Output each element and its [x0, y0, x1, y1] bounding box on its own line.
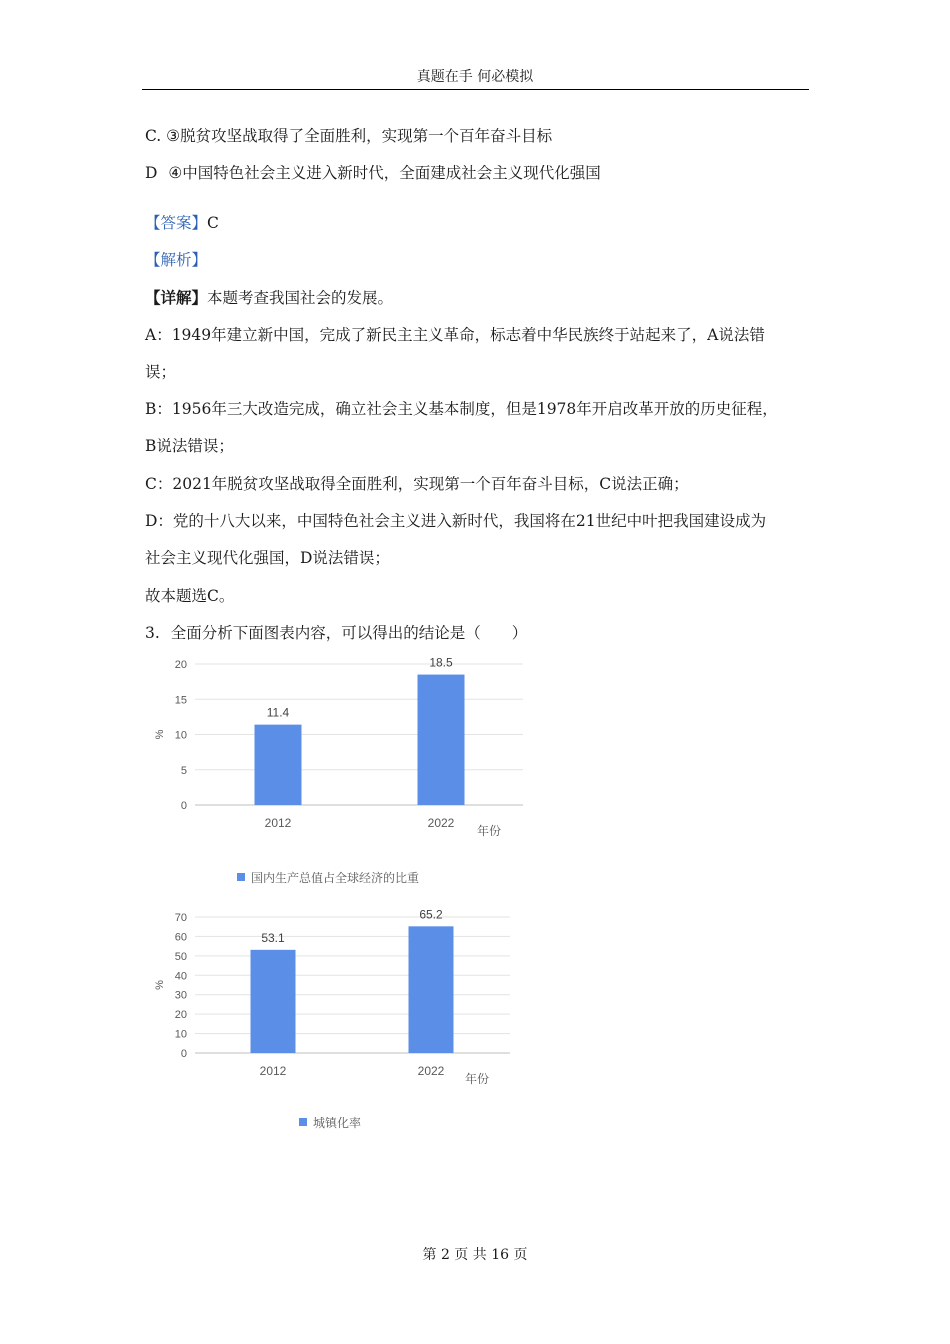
x-tick-label: 2022 — [427, 816, 455, 830]
y-tick-label: 0 — [180, 1048, 187, 1060]
y-tick-label: 20 — [174, 1009, 187, 1022]
option-c — [145, 124, 552, 146]
option-d — [145, 161, 601, 183]
explanation-line: 故本题选C。 — [145, 587, 235, 605]
gdp-share-chart — [150, 650, 550, 895]
explanation-line: A：1949年建立新中国，完成了新民主主义革命，标志着中华民族终于站起来了，A说法错 — [145, 326, 765, 344]
header-rule — [142, 89, 809, 90]
legend-label: 国内生产总值占全球经济的比重 — [251, 871, 420, 885]
y-axis-label: % — [154, 729, 166, 740]
data-label-2012: 53.1 — [261, 930, 285, 945]
y-tick-label: 10 — [174, 729, 187, 742]
y-tick-label: 70 — [174, 912, 187, 924]
option-d-label: D — [145, 164, 158, 182]
x-axis-label: 年份 — [464, 1072, 490, 1086]
page-header: 真题在手 何必模拟 — [416, 69, 534, 85]
answer-value: C — [207, 214, 219, 232]
x-tick-label: 2022 — [417, 1064, 445, 1078]
detail — [145, 286, 393, 308]
data-label-2022: 65.2 — [419, 907, 443, 922]
answer-tag: 【答案】 — [145, 214, 208, 232]
detail-tag: 【详解】 — [145, 288, 208, 307]
bar-2022 — [418, 675, 465, 805]
option-c-text: ③脱贫攻坚战取得了全面胜利，实现第一个百年奋斗目标 — [166, 127, 553, 145]
y-tick-label: 20 — [174, 659, 187, 671]
explanation-line: B说法错误； — [145, 437, 234, 455]
legend-label: 城镇化率 — [313, 1116, 362, 1130]
y-tick-label: 5 — [180, 764, 187, 777]
answer — [145, 211, 219, 233]
question-number: 3. — [145, 624, 160, 642]
y-tick-label: 10 — [174, 1028, 187, 1041]
x-axis-label: 年份 — [476, 824, 502, 838]
y-axis-label: % — [154, 980, 166, 990]
legend-swatch — [299, 1118, 307, 1126]
explanation-line: C：2021年脱贫攻坚战取得全面胜利，实现第一个百年奋斗目标，C说法正确； — [145, 475, 689, 493]
x-tick-label: 2012 — [259, 1064, 287, 1078]
explanation-line: 社会主义现代化强国，D说法错误； — [145, 549, 390, 567]
data-label-2012: 11.4 — [266, 705, 290, 720]
option-c-label: C. — [145, 127, 162, 145]
bar-2012 — [251, 950, 296, 1053]
y-tick-label: 0 — [180, 800, 187, 812]
explanation-line: B：1956年三大改造完成，确立社会主义基本制度，但是1978年开启改革开放的历史征程， — [145, 400, 778, 418]
data-label-2022: 18.5 — [429, 655, 453, 670]
option-d-text: ④中国特色社会主义进入新时代，全面建成社会主义现代化强国 — [168, 164, 601, 182]
explanation-line: 误； — [145, 363, 177, 381]
legend-swatch — [237, 873, 245, 881]
explanation-line: D：党的十八大以来，中国特色社会主义进入新时代，我国将在21世纪中叶把我国建设成为 — [145, 512, 767, 530]
x-tick-label: 2012 — [264, 816, 292, 830]
analysis-tag: 【解析】 — [145, 251, 208, 269]
bar-2012 — [255, 725, 302, 805]
question-3 — [145, 621, 527, 643]
detail-text: 本题考查我国社会的发展。 — [207, 289, 394, 307]
y-tick-label: 50 — [174, 950, 187, 963]
urbanization-chart — [150, 900, 550, 1140]
y-tick-label: 40 — [174, 970, 187, 983]
y-tick-label: 60 — [174, 931, 187, 944]
y-tick-label: 15 — [174, 694, 187, 707]
question-text: 全面分析下面图表内容，可以得出的结论是（ ） — [170, 624, 528, 642]
page-footer: 第 2 页 共 16 页 — [422, 1247, 528, 1263]
bar-2022 — [409, 926, 454, 1053]
y-tick-label: 30 — [174, 989, 187, 1002]
